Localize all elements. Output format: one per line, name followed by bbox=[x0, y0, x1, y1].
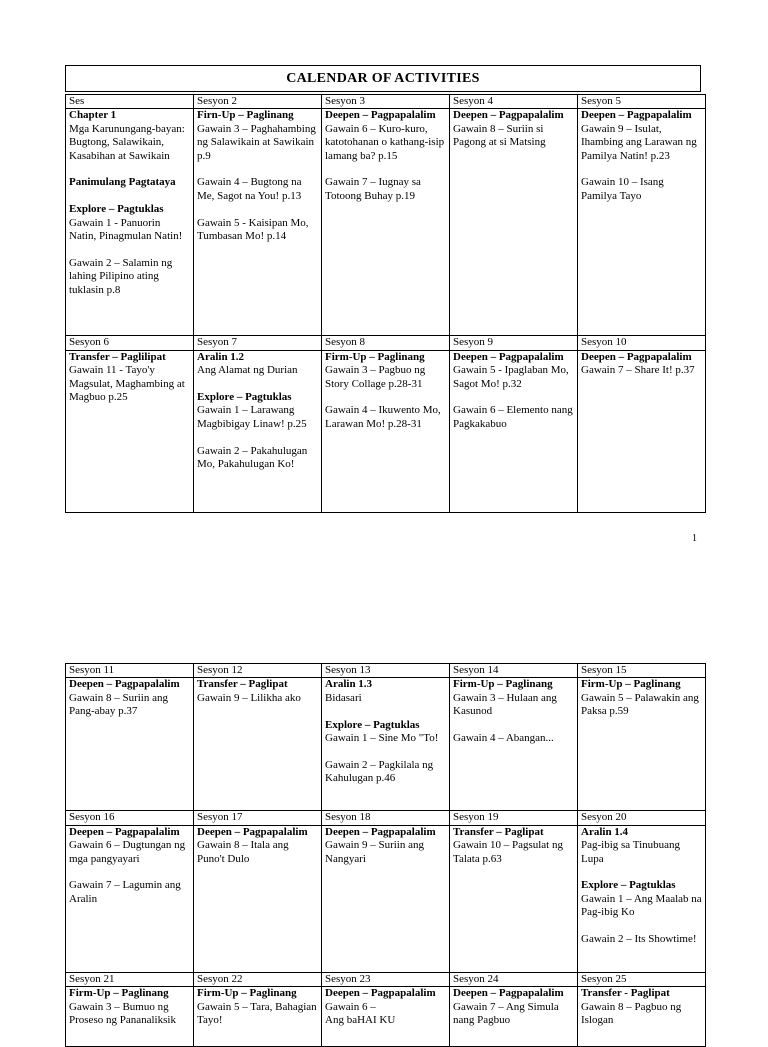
session-header: Sesyon 24 bbox=[450, 972, 578, 986]
session-header: Sesyon 17 bbox=[194, 811, 322, 825]
cell-spacer bbox=[69, 866, 190, 879]
table-row bbox=[66, 350, 706, 512]
table-header-row bbox=[66, 95, 706, 109]
session-header: Sesyon 4 bbox=[450, 95, 578, 109]
cell-heading: Chapter 1 bbox=[69, 109, 117, 122]
session-cell bbox=[578, 825, 706, 972]
cell-heading: Explore – Pagtuklas bbox=[325, 718, 420, 731]
cell-heading: Firm-Up – Paglinang bbox=[453, 678, 553, 691]
table-header-row bbox=[66, 664, 706, 678]
cell-spacer bbox=[69, 190, 190, 203]
cell-text: Gawain 5 - Kaisipan Mo, Tumbasan Mo! p.14 bbox=[197, 216, 309, 243]
cell-heading: Deepen – Pagpapalalim bbox=[581, 109, 692, 122]
cell-heading: Firn-Up – Paglinang bbox=[197, 109, 294, 122]
session-cell bbox=[194, 109, 322, 336]
cell-heading: Deepen – Pagpapalalim bbox=[197, 825, 308, 838]
session-header: Sesyon 2 bbox=[194, 95, 322, 109]
session-cell bbox=[322, 678, 450, 811]
session-header: Sesyon 7 bbox=[194, 336, 322, 350]
cell-text: Gawain 8 – Suriin ang Pang-abay p.37 bbox=[69, 691, 168, 718]
cell-heading: Deepen – Pagpapalalim bbox=[453, 109, 564, 122]
cell-heading: Deepen – Pagpapalalim bbox=[325, 987, 436, 1000]
cell-text: Gawain 9 – Isulat, Ihambing ang Larawan ng Pamilya Natin! p.23 bbox=[581, 122, 697, 162]
cell-text: Ang Alamat ng Durian bbox=[197, 364, 298, 377]
session-header: Sesyon 22 bbox=[194, 972, 322, 986]
session-header: Sesyon 25 bbox=[578, 972, 706, 986]
cell-text: Gawain 1 – Larawang Magbibigay Linaw! p.25 bbox=[197, 404, 307, 430]
cell-spacer bbox=[325, 163, 446, 176]
cell-text: Gawain 9 – Lilikha ako bbox=[197, 691, 301, 704]
cell-spacer bbox=[197, 431, 318, 444]
cell-heading: Deepen – Pagpapalalim bbox=[325, 109, 436, 122]
cell-text: Gawain 1 - Panuorin Natin, Pinagmulan Natin! bbox=[69, 216, 183, 243]
cell-text: Gawain 8 – Pagbuo ng Islogan bbox=[581, 1000, 682, 1027]
cell-text: Ang baHAI KU bbox=[325, 1014, 396, 1027]
cell-heading: Explore – Pagtuklas bbox=[581, 879, 676, 892]
session-header: Sesyon 6 bbox=[66, 336, 194, 350]
session-header: Sesyon 23 bbox=[322, 972, 450, 986]
session-cell bbox=[578, 350, 706, 512]
cell-text: Gawain 5 – Palawakin ang Paksa p.59 bbox=[581, 691, 699, 718]
cell-heading: Explore – Pagtuklas bbox=[69, 203, 164, 216]
session-header: Ses bbox=[66, 95, 194, 109]
cell-text: Gawain 7 – Lagumin ang Aralin bbox=[69, 879, 181, 905]
cell-heading: Transfer – Paglipat bbox=[453, 825, 544, 838]
cell-text: Gawain 3 – Pagbuo ng Story Collage p.28-31 bbox=[325, 364, 426, 390]
session-cell bbox=[450, 678, 578, 811]
cell-heading: Transfer - Paglipat bbox=[581, 987, 670, 1000]
cell-heading: Firm-Up – Paglinang bbox=[69, 987, 169, 1000]
session-header: Sesyon 9 bbox=[450, 336, 578, 350]
cell-spacer bbox=[453, 719, 574, 732]
cell-text: Gawain 2 – Pagkilala ng Kahulugan p.46 bbox=[325, 758, 434, 785]
cell-spacer bbox=[581, 920, 702, 933]
cell-text: Gawain 2 – Pakahulugan Mo, Pakahulugan Ko! bbox=[197, 444, 308, 471]
cell-heading: Aralin 1.2 bbox=[197, 350, 245, 363]
session-cell bbox=[66, 109, 194, 336]
session-cell bbox=[66, 825, 194, 972]
cell-text: Gawain 6 – Kuro-kuro, katotohanan o kathang-isip lamang ba? p.15 bbox=[325, 122, 445, 162]
cell-spacer bbox=[197, 163, 318, 176]
cell-heading: Deepen – Pagpapalalim bbox=[581, 350, 692, 363]
cell-heading: Panimulang Pagtataya bbox=[69, 176, 176, 189]
cell-text: Gawain 4 – Bugtong na Me, Sagot na You! p.13 bbox=[197, 176, 302, 202]
table-header-row bbox=[66, 811, 706, 825]
session-cell bbox=[322, 987, 450, 1047]
session-cell bbox=[322, 109, 450, 336]
cell-text: Gawain 8 – Itala ang Puno't Dulo bbox=[197, 839, 289, 865]
cell-text: Gawain 11 - Tayo'y Magsulat, Maghambing at Magbuo p.25 bbox=[69, 364, 185, 404]
cell-heading: Deepen – Pagpapalalim bbox=[69, 825, 180, 838]
cell-text: Gawain 4 – Ikuwento Mo, Larawan Mo! p.28-31 bbox=[325, 404, 441, 430]
cell-spacer bbox=[581, 163, 702, 176]
cell-spacer bbox=[197, 378, 318, 391]
cell-text: Gawain 6 – Elemento nang Pagkakabuo bbox=[453, 404, 573, 430]
cell-text: Gawain 9 – Suriin ang Nangyari bbox=[325, 839, 424, 865]
session-header: Sesyon 20 bbox=[578, 811, 706, 825]
cell-heading: Deepen – Pagpapalalim bbox=[453, 350, 564, 363]
page-number: 1 bbox=[692, 533, 697, 544]
cell-text: Gawain 1 – Sine Mo "To! bbox=[325, 732, 439, 745]
cell-text: Gawain 2 – Its Showtime! bbox=[581, 933, 697, 946]
session-cell bbox=[66, 987, 194, 1047]
session-header: Sesyon 13 bbox=[322, 664, 450, 678]
cell-text: Mga Karunungang-bayan: Bugtong, Salawikain, Kasabihan at Sawikain bbox=[69, 122, 185, 162]
cell-spacer bbox=[69, 243, 190, 256]
table-row bbox=[66, 987, 706, 1047]
session-cell bbox=[450, 350, 578, 512]
session-header: Sesyon 11 bbox=[66, 664, 194, 678]
cell-heading: Deepen – Pagpapalalim bbox=[453, 987, 564, 1000]
cell-text: Gawain 6 – bbox=[325, 1000, 376, 1013]
session-cell bbox=[450, 109, 578, 336]
table-row bbox=[66, 109, 706, 336]
session-cell bbox=[322, 350, 450, 512]
cell-text: Gawain 5 – Tara, Bahagian Tayo! bbox=[197, 1000, 317, 1027]
session-header: Sesyon 8 bbox=[322, 336, 450, 350]
cell-text: Bidasari bbox=[325, 691, 362, 704]
cell-heading: Transfer – Paglilipat bbox=[69, 350, 166, 363]
session-cell bbox=[194, 987, 322, 1047]
session-cell bbox=[578, 109, 706, 336]
cell-spacer bbox=[325, 705, 446, 718]
session-cell bbox=[66, 678, 194, 811]
session-header: Sesyon 3 bbox=[322, 95, 450, 109]
session-cell bbox=[450, 825, 578, 972]
cell-heading: Transfer – Paglipat bbox=[197, 678, 288, 691]
session-header: Sesyon 16 bbox=[66, 811, 194, 825]
session-header: Sesyon 21 bbox=[66, 972, 194, 986]
cell-heading: Firm-Up – Paglinang bbox=[325, 350, 425, 363]
cell-text: Gawain 1 – Ang Maalab na Pag-ibig Ko bbox=[581, 892, 702, 919]
table-header-row bbox=[66, 336, 706, 350]
calendar-table-2 bbox=[65, 663, 706, 1047]
table-row bbox=[66, 678, 706, 811]
cell-text: Gawain 3 – Paghahambing ng Salawikain at Sawikain p.9 bbox=[197, 122, 316, 162]
cell-text: Gawain 8 – Suriin si Pagong at si Matsing bbox=[453, 122, 546, 149]
session-header: Sesyon 12 bbox=[194, 664, 322, 678]
cell-text: Gawain 3 – Hulaan ang Kasunod bbox=[453, 691, 557, 718]
session-header: Sesyon 14 bbox=[450, 664, 578, 678]
cell-heading: Explore – Pagtuklas bbox=[197, 391, 292, 404]
cell-text: Gawain 10 – Isang Pamilya Tayo bbox=[581, 176, 664, 202]
session-cell bbox=[450, 987, 578, 1047]
cell-heading: Deepen – Pagpapalalim bbox=[325, 825, 436, 838]
cell-heading: Firm-Up – Paglinang bbox=[581, 678, 681, 691]
cell-text: Gawain 5 - Ipaglaban Mo, Sagot Mo! p.32 bbox=[453, 364, 569, 390]
cell-text: Gawain 6 – Dugtungan ng mga pangyayari bbox=[69, 839, 186, 865]
cell-heading: Aralin 1.3 bbox=[325, 678, 373, 691]
table-row bbox=[66, 825, 706, 972]
cell-spacer bbox=[453, 391, 574, 404]
cell-text: Gawain 2 – Salamin ng lahing Pilipino ating tuklasin p.8 bbox=[69, 256, 173, 296]
session-cell bbox=[322, 825, 450, 972]
session-cell bbox=[194, 825, 322, 972]
cell-spacer bbox=[69, 163, 190, 176]
session-cell bbox=[194, 678, 322, 811]
session-cell bbox=[194, 350, 322, 512]
cell-spacer bbox=[197, 203, 318, 216]
document-title: CALENDAR OF ACTIVITIES bbox=[65, 65, 701, 92]
cell-spacer bbox=[325, 745, 446, 758]
cell-text: Pag-ibig sa Tinubuang Lupa bbox=[581, 839, 681, 865]
cell-heading: Aralin 1.4 bbox=[581, 825, 629, 838]
session-header: Sesyon 15 bbox=[578, 664, 706, 678]
cell-text: Gawain 7 – Ang Simula nang Pagbuo bbox=[453, 1000, 559, 1027]
session-header: Sesyon 18 bbox=[322, 811, 450, 825]
session-cell bbox=[578, 987, 706, 1047]
cell-spacer bbox=[325, 391, 446, 404]
cell-text: Gawain 7 – Share It! p.37 bbox=[581, 364, 695, 377]
cell-heading: Deepen – Pagpapalalim bbox=[69, 678, 180, 691]
cell-heading: Firm-Up – Paglinang bbox=[197, 987, 297, 1000]
session-header: Sesyon 10 bbox=[578, 336, 706, 350]
cell-spacer bbox=[581, 866, 702, 879]
table-header-row bbox=[66, 972, 706, 986]
calendar-table-1 bbox=[65, 94, 706, 513]
cell-text: Gawain 3 – Bumuo ng Proseso ng Pananaliksik bbox=[69, 1000, 176, 1027]
session-cell bbox=[66, 350, 194, 512]
session-header: Sesyon 5 bbox=[578, 95, 706, 109]
cell-text: Gawain 10 – Pagsulat ng Talata p.63 bbox=[453, 839, 563, 865]
cell-text: Gawain 4 – Abangan... bbox=[453, 732, 554, 745]
cell-text: Gawain 7 – Iugnay sa Totoong Buhay p.19 bbox=[325, 176, 421, 202]
session-header: Sesyon 19 bbox=[450, 811, 578, 825]
session-cell bbox=[578, 678, 706, 811]
